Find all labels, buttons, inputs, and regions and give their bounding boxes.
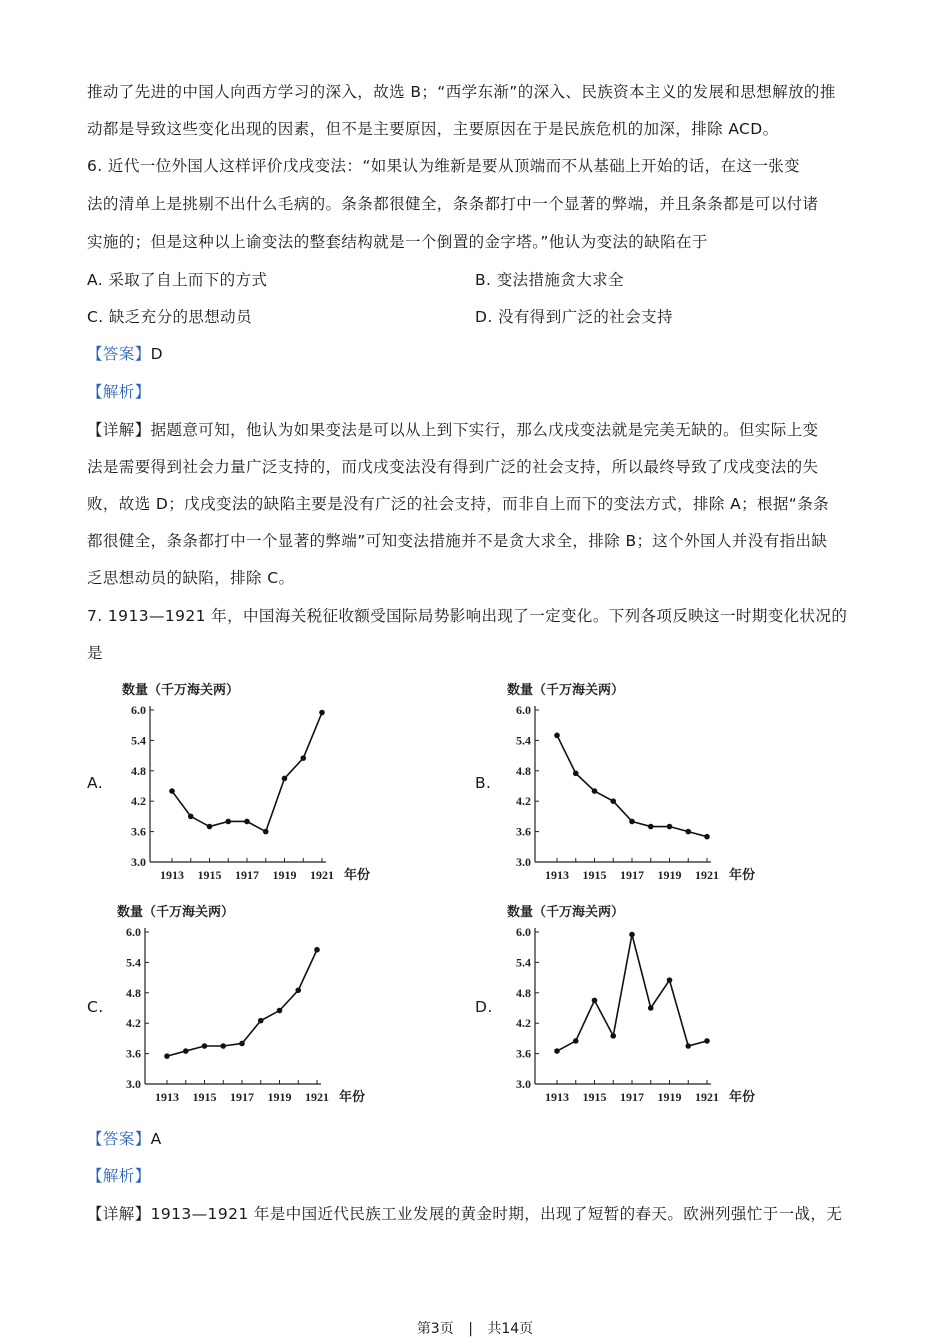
q7-detail-line-1	[87, 1202, 842, 1224]
q6-detail-text-1: 据题意可知，他认为如果变法是可以从上到下实行，那么戊戌变法就是完美无缺的。但实际上变	[150, 421, 819, 439]
chart-c	[105, 904, 375, 1104]
y-axis-label: 数量（千万海关两）	[117, 905, 235, 920]
x-axis-label: 年份	[729, 868, 756, 883]
y-tick-label: 4.8	[131, 763, 146, 778]
y-tick-label: 6.0	[131, 703, 146, 717]
q6-answer-row	[87, 342, 163, 364]
y-tick-label: 5.4	[126, 955, 141, 970]
chart-a	[110, 682, 380, 882]
x-tick-label: 1917	[235, 868, 259, 882]
data-point	[648, 1005, 654, 1011]
q7-stem-line-2: 是	[87, 644, 103, 662]
q6-option-b: B. 变法措施贪大求全	[475, 271, 624, 289]
x-tick-label: 1913	[155, 1090, 179, 1104]
data-point	[685, 829, 691, 835]
q6-answer-tag: 【答案】	[87, 345, 151, 363]
data-point	[592, 998, 598, 1004]
y-tick-label: 4.2	[516, 1016, 531, 1031]
x-tick-label: 1919	[272, 868, 297, 882]
series-line	[172, 713, 322, 832]
y-axis-label: 数量（千万海关两）	[122, 683, 240, 698]
data-point	[319, 710, 325, 716]
x-tick-label: 1917	[620, 1090, 644, 1104]
x-axis-label: 年份	[729, 1090, 756, 1105]
data-point	[629, 932, 635, 938]
x-tick-label: 1917	[230, 1090, 254, 1104]
y-tick-label: 6.0	[126, 925, 141, 939]
data-point	[610, 1033, 616, 1039]
data-point	[239, 1041, 245, 1047]
page-footer	[0, 1318, 950, 1338]
data-point	[704, 1038, 710, 1044]
x-tick-label: 1919	[267, 1090, 292, 1104]
x-tick-label: 1915	[582, 868, 607, 882]
data-point	[263, 829, 269, 835]
y-tick-label: 3.0	[126, 1077, 141, 1091]
data-point	[183, 1048, 189, 1054]
x-tick-label: 1915	[582, 1090, 607, 1104]
chart-b	[495, 682, 765, 882]
q7-option-a-label: A.	[87, 774, 104, 792]
data-point	[704, 834, 710, 840]
data-point	[592, 788, 598, 794]
chart-d	[495, 904, 765, 1104]
q6-detail-line-2: 法是需要得到社会力量广泛支持的，而戊戌变法没有得到广泛的社会支持，所以最终导致了戊戌变法的失	[87, 458, 819, 476]
data-point	[295, 987, 301, 993]
y-tick-label: 3.6	[126, 1046, 141, 1061]
data-point	[554, 733, 560, 739]
q7-analysis-tag: 【解析】	[87, 1167, 151, 1185]
q6-detail-line-3: 败，故选 D；戊戌变法的缺陷主要是没有广泛的社会支持，而非自上而下的变法方式，排除 A；根据“条条	[87, 495, 830, 513]
x-tick-label: 1921	[695, 868, 719, 882]
data-point	[648, 824, 654, 830]
q6-detail-line-4: 都很健全，条条都打中一个显著的弊端”可知变法措施并不是贪大求全，排除 B；这个外国人并没有指出缺	[87, 532, 828, 550]
q7-detail-text-1: 1913—1921 年是中国近代民族工业发展的黄金时期，出现了短暂的春天。欧洲列强忙于一战，无	[150, 1205, 843, 1223]
q7-option-b-label: B.	[475, 774, 492, 792]
q7-option-c-label: C.	[87, 998, 104, 1016]
q6-option-c: C. 缺乏充分的思想动员	[87, 308, 252, 326]
q6-detail-tag: 【详解】	[87, 421, 151, 439]
data-point	[244, 819, 250, 825]
q6-stem-line-2: 法的清单上是挑剔不出什么毛病的。条条都很健全，条条都打中一个显著的弊端，并且条条都是可以付诸	[87, 195, 819, 213]
data-point	[169, 788, 175, 794]
data-point	[188, 814, 194, 820]
data-point	[685, 1043, 691, 1049]
x-tick-label: 1913	[545, 868, 569, 882]
q6-stem-line-3: 实施的；但是这种以上谕变法的整套结构就是一个倒置的金字塔。”他认为变法的缺陷在于	[87, 233, 708, 251]
footer-separator: |	[468, 1321, 473, 1337]
x-tick-label: 1913	[545, 1090, 569, 1104]
q7-answer-value: A	[150, 1130, 162, 1148]
series-line	[167, 950, 317, 1056]
x-tick-label: 1921	[310, 868, 334, 882]
y-tick-label: 4.8	[516, 985, 531, 1000]
x-tick-label: 1919	[657, 1090, 682, 1104]
y-tick-label: 4.8	[126, 985, 141, 1000]
data-point	[610, 798, 616, 804]
y-tick-label: 5.4	[516, 733, 531, 748]
q6-answer-value: D	[150, 345, 163, 363]
footer-page-number: 第3页	[416, 1321, 454, 1337]
x-tick-label: 1919	[657, 868, 682, 882]
y-tick-label: 4.2	[131, 794, 146, 809]
y-axis-label: 数量（千万海关两）	[507, 683, 625, 698]
data-point	[220, 1043, 226, 1049]
q6-option-a: A. 采取了自上而下的方式	[87, 271, 268, 289]
data-point	[164, 1053, 170, 1059]
data-point	[258, 1018, 264, 1024]
data-point	[554, 1048, 560, 1054]
q7-detail-tag: 【详解】	[87, 1205, 151, 1223]
intro-line-1: 推动了先进的中国人向西方学习的深入，故选 B；“西学东渐”的深入、民族资本主义的发展和思想解放的推	[87, 83, 836, 101]
y-tick-label: 3.6	[131, 824, 146, 839]
x-tick-label: 1921	[305, 1090, 329, 1104]
q6-detail-line-1	[87, 418, 818, 440]
y-tick-label: 3.6	[516, 824, 531, 839]
y-axis-label: 数量（千万海关两）	[507, 905, 625, 920]
x-axis-label: 年份	[339, 1090, 366, 1105]
x-tick-label: 1917	[620, 868, 644, 882]
data-point	[667, 977, 673, 983]
y-tick-label: 6.0	[516, 703, 531, 717]
x-tick-label: 1915	[192, 1090, 217, 1104]
intro-line-2: 动都是导致这些变化出现的因素，但不是主要原因，主要原因在于是民族危机的加深，排除 ACD。	[87, 120, 779, 138]
data-point	[225, 819, 231, 825]
y-tick-label: 6.0	[516, 925, 531, 939]
y-tick-label: 3.6	[516, 1046, 531, 1061]
series-line	[557, 935, 707, 1052]
x-tick-label: 1921	[695, 1090, 719, 1104]
x-tick-label: 1915	[197, 868, 222, 882]
y-tick-label: 5.4	[516, 955, 531, 970]
data-point	[282, 776, 288, 782]
y-tick-label: 4.2	[516, 794, 531, 809]
data-point	[300, 755, 306, 761]
y-tick-label: 3.0	[131, 855, 146, 869]
data-point	[314, 947, 320, 953]
q7-answer-row	[87, 1127, 162, 1149]
y-tick-label: 4.2	[126, 1016, 141, 1031]
q7-answer-tag: 【答案】	[87, 1130, 151, 1148]
q6-option-d: D. 没有得到广泛的社会支持	[475, 308, 673, 326]
footer-total-pages: 共14页	[487, 1321, 534, 1337]
data-point	[202, 1043, 208, 1049]
x-axis-label: 年份	[344, 868, 371, 883]
y-tick-label: 4.8	[516, 763, 531, 778]
q6-detail-line-5: 乏思想动员的缺陷，排除 C。	[87, 569, 295, 587]
y-tick-label: 3.0	[516, 855, 531, 869]
q7-option-d-label: D.	[475, 998, 493, 1016]
q6-stem-line-1: 6. 近代一位外国人这样评价戊戌变法：“如果认为维新是要从顶端而不从基础上开始的话，在这一张变	[87, 157, 801, 175]
q7-stem-line-1: 7. 1913—1921 年，中国海关税征收额受国际局势影响出现了一定变化。下列各项反映这一时期变化状况的	[87, 607, 848, 625]
data-point	[573, 1038, 579, 1044]
data-point	[629, 819, 635, 825]
q6-analysis-tag: 【解析】	[87, 383, 151, 401]
y-tick-label: 5.4	[131, 733, 146, 748]
data-point	[667, 824, 673, 830]
y-tick-label: 3.0	[516, 1077, 531, 1091]
data-point	[277, 1008, 283, 1014]
data-point	[207, 824, 213, 830]
data-point	[573, 771, 579, 777]
x-tick-label: 1913	[160, 868, 184, 882]
